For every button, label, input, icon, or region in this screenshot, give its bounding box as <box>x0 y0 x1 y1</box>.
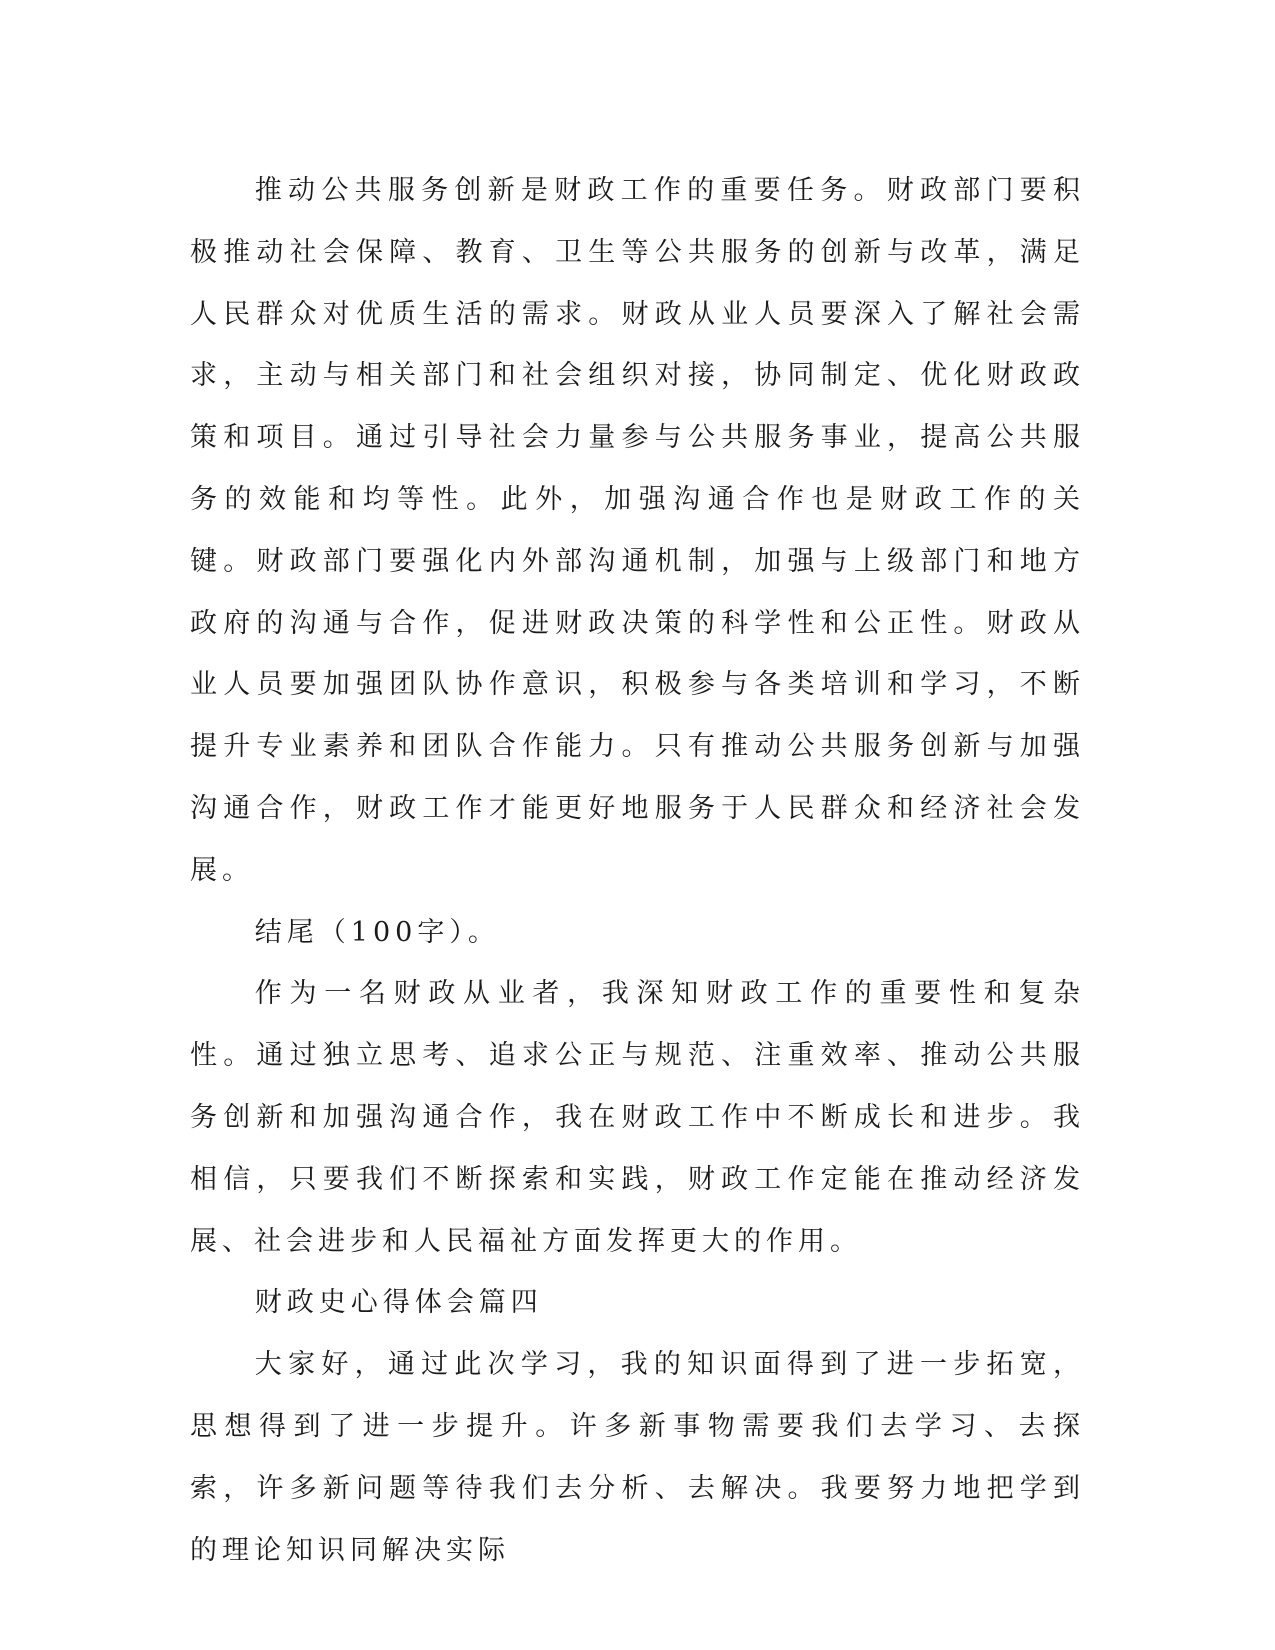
section-heading-part-four: 财政史心得体会篇四 <box>254 1287 543 1319</box>
paragraph-greeting: 大家好，通过此次学习，我的知识面得到了进一步拓宽，思想得到了进一步提升。许多新事物需要我们去学习、去探索，许多新问题等待我们去分析、去解决。我要努力地把学到的理论知识同解决实际 <box>190 1349 1085 1566</box>
section-heading-ending: 结尾（100字）。 <box>254 916 500 948</box>
paragraph-conclusion: 作为一名财政从业者，我深知财政工作的重要性和复杂性。通过独立思考、追求公正与规范、注重效率、推动公共服务创新和加强沟通合作，我在财政工作中不断成长和进步。我相信，只要我们不断探索和实践，财政工作定能在推动经济发展、社会进步和人民福祉方面发挥更大的作用。 <box>190 978 1085 1257</box>
paragraph-public-service: 推动公共服务创新是财政工作的重要任务。财政部门要积极推动社会保障、教育、卫生等公共服务的创新与改革，满足人民群众对优质生活的需求。财政从业人员要深入了解社会需求，主动与相关部门和社会组织对接，协同制定、优化财政政策和项目。通过引导社会力量参与公共服务事业，提高公共服务的效能和均等性。此外，加强沟通合作也是财政工作的关键。财政部门要强化内外部沟通机制，加强与上级部门和地方政府的沟通与合作，促进财政决策的科学性和公正性。财政从业人员要加强团队协作意识，积极参与各类培训和学习，不断提升专业素养和团队合作能力。只有推动公共服务创新与加强沟通合作，财政工作才能更好地服务于人民群众和经济社会发展。 <box>190 175 1085 886</box>
document-body <box>190 160 1085 1581</box>
